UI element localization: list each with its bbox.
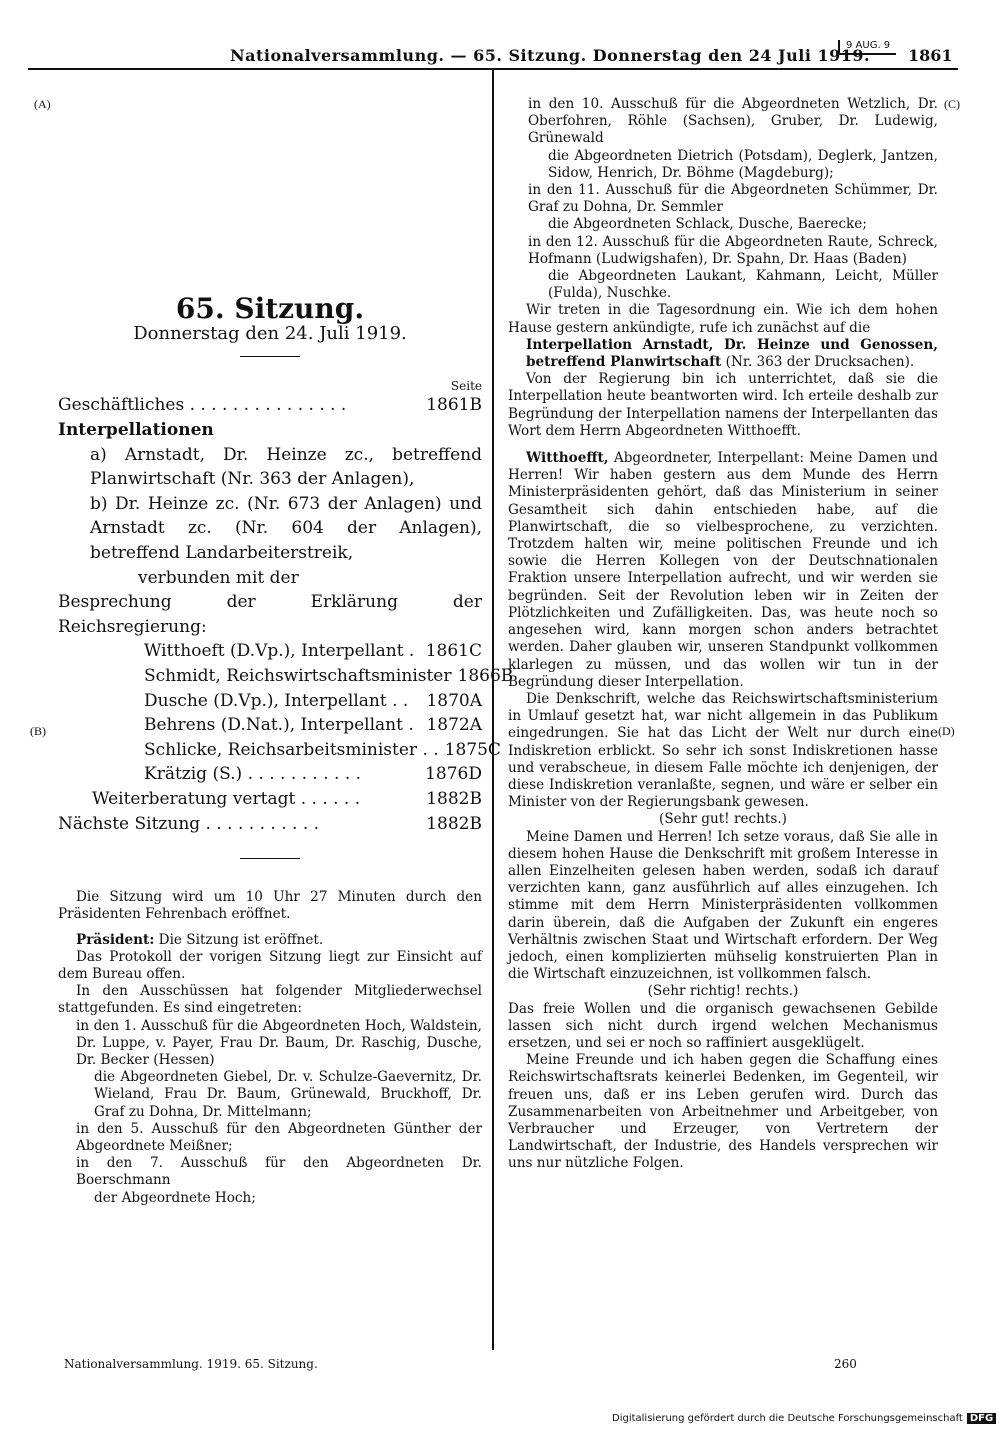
toc-heading: Interpellationen xyxy=(58,420,214,440)
dfg-logo: DFG xyxy=(967,1413,996,1424)
toc-page: 1872A xyxy=(426,715,482,736)
toc-row: b) Dr. Heinze zc. (Nr. 673 der Anlagen) und Arnstadt zc. (Nr. 604 der Anlagen), betreffend Landarbeiterstreik, xyxy=(90,493,482,563)
interjection: (Sehr gut! rechts.) xyxy=(659,811,787,828)
toc-row xyxy=(58,639,482,664)
column-divider xyxy=(492,70,494,1350)
toc-text: Schmidt, Reichswirtschaftsminister xyxy=(144,665,452,686)
speaker-label: Präsident: xyxy=(76,931,155,948)
table-of-contents xyxy=(58,393,514,836)
page-number: 1861 xyxy=(908,46,953,65)
paragraph: die Abgeordneten Schlack, Dusche, Baerecke; xyxy=(548,216,867,233)
paragraph: in den 11. Ausschuß für die Abgeordneten Schümmer, Dr. Graf zu Dohna, Dr. Semmler xyxy=(528,182,938,216)
left-column xyxy=(58,292,514,1207)
toc-page: 1882B xyxy=(426,813,482,834)
date-stamp: 9 AUG. 9 xyxy=(838,40,896,55)
toc-text: Krätzig (S.) . . . . . . . . . . . xyxy=(144,764,362,785)
paragraph: in den 5. Ausschuß für den Abgeordneten Günther der Abgeordnete Meißner; xyxy=(76,1120,482,1154)
session-date: Donnerstag den 24. Juli 1919. xyxy=(133,323,407,345)
toc-text: Weiterberatung vertagt . . . . . . xyxy=(92,788,361,809)
dfg-credit xyxy=(612,1413,996,1424)
paragraph: Meine Freunde und ich haben gegen die Schaffung eines Reichswirtschaftsrats keinerlei Bedenken, im Gegenteil, wir freuen uns, daß er ins Leben gerufen wird. Durch das Zusammenarbeiten von Arbeitnehmer und Arbeitgeber, von Verbraucher und Erzeuger, von Vertretern der Landwirtschaft, der Industrie, des Handels versprechen wir uns nur nützliche Folgen. xyxy=(508,1052,938,1172)
toc-row xyxy=(58,762,482,787)
toc-page: 1861B xyxy=(426,395,482,416)
toc-page: 1882B xyxy=(426,788,482,809)
toc-row xyxy=(58,689,482,714)
toc-separator xyxy=(240,858,300,859)
toc-row: verbunden mit der xyxy=(138,567,299,588)
paragraph: Wir treten in die Tagesordnung ein. Wie ich dem hohen Hause gestern ankündigte, rufe ich zunächst auf die xyxy=(508,302,938,336)
toc-page: 1866B xyxy=(457,665,514,686)
agenda-item-ref: (Nr. 363 der Drucksachen). xyxy=(725,354,915,371)
speaker-label: Witthoefft, xyxy=(526,450,609,467)
paragraph: Das Protokoll der vorigen Sitzung liegt zur Einsicht auf dem Bureau offen. xyxy=(58,948,482,982)
paragraph: der Abgeordnete Hoch; xyxy=(94,1189,256,1206)
toc-text: Witthoeft (D.Vp.), Interpellant . xyxy=(144,641,415,662)
paragraph: die Abgeordneten Laukant, Kahmann, Leicht, Müller (Fulda), Nuschke. xyxy=(548,268,938,302)
toc-row: a) Arnstadt, Dr. Heinze zc., betreffend Planwirtschaft (Nr. 363 der Anlagen), xyxy=(90,444,482,490)
paragraph: in den 10. Ausschuß für die Abgeordneten Wetzlich, Dr. Oberfohren, Röhle (Sachsen), Gruber, Dr. Ludewig, Grünewald xyxy=(528,96,938,147)
interjection: (Sehr richtig! rechts.) xyxy=(647,983,799,1000)
paragraph: Von der Regierung bin ich unterrichtet, daß sie die Interpellation heute beantworten wird. Ich erteile deshalb zur Begründung der Interpellation namens der Interpellanten das Wort dem Herrn Abgeordneten Witthoefft. xyxy=(508,371,938,439)
toc-text: Schlicke, Reichsarbeitsminister . . xyxy=(144,739,439,760)
title-separator xyxy=(240,356,300,357)
running-header: Nationalversammlung. — 65. Sitzung. Donnerstag den 24 Juli 1919. xyxy=(230,46,871,65)
toc-page: 1875C xyxy=(444,739,501,760)
toc-seite-label: Seite xyxy=(450,379,482,394)
margin-mark-b: (B) xyxy=(30,724,46,738)
footer-page-number: 260 xyxy=(834,1357,857,1371)
toc-row xyxy=(58,664,514,689)
opening-paragraph: Die Sitzung wird um 10 Uhr 27 Minuten durch den Präsidenten Fehrenbach eröffnet. xyxy=(58,889,482,923)
margin-mark-c: (C) xyxy=(944,97,960,111)
right-column xyxy=(508,96,938,1173)
agenda-item-title: Interpellation Arnstadt, Dr. Heinze und Genossen, betreffend Planwirtschaft xyxy=(526,336,938,371)
margin-mark-a: (A) xyxy=(34,97,51,111)
toc-row xyxy=(58,713,482,738)
paragraph: in den 12. Ausschuß für die Abgeordneten Raute, Schreck, Hofmann (Ludwigshafen), Dr. Spahn, Dr. Haas (Baden) xyxy=(528,233,938,267)
toc-page: 1861C xyxy=(425,641,482,662)
toc-row xyxy=(58,738,501,763)
paragraph: die Abgeordneten Giebel, Dr. v. Schulze-Gaevernitz, Dr. Wieland, Frau Dr. Baum, Grünewald, Bruckhoff, Dr. Graf zu Dohna, Dr. Mittelmann; xyxy=(94,1069,482,1120)
paragraph: In den Ausschüssen hat folgender Mitgliederwechsel stattgefunden. Es sind eingetreten: xyxy=(58,983,482,1017)
paragraph: die Abgeordneten Dietrich (Potsdam), Deglerk, Jantzen, Sidow, Henrich, Dr. Böhme (Magdeburg); xyxy=(548,147,938,181)
toc-text: Nächste Sitzung . . . . . . . . . . . xyxy=(58,813,320,834)
toc-row: Besprechung der Erklärung der Reichsregierung: xyxy=(58,592,482,637)
toc-row xyxy=(58,393,482,418)
speech-text: Die Sitzung ist eröffnet. xyxy=(158,931,324,948)
toc-row xyxy=(58,812,482,837)
session-title: 65. Sitzung. xyxy=(175,292,365,325)
margin-mark-d: (D) xyxy=(938,724,955,738)
toc-text: Geschäftliches . . . . . . . . . . . . . . . xyxy=(58,395,347,416)
toc-text: Dusche (D.Vp.), Interpellant . . xyxy=(144,690,409,711)
paragraph: Das freie Wollen und die organisch gewachsenen Gebilde lassen sich nicht durch irgend welchen Mechanismus ersetzen, und sei er noch so raffiniert ausgeklügelt. xyxy=(508,1000,938,1051)
paragraph: Meine Damen und Herren! Ich setze voraus, daß Sie alle in diesem hohen Hause die Denkschrift mit großem Interesse in allen Einzelheiten gelesen haben werden, sodaß ich darauf verzichten kann, ganz ausführlich auf alles einzugehen. Ich stimme mit dem Herrn Ministerpräsidenten vollkommen darin überein, daß die Aufgaben der Zukunft ein engeres Verhältnis zwischen Staat und Wirtschaft erfordern. Der Weg jedoch, einen komplizierten mühselig konstruierten Plan in die Wirtschaft einzuzeichnen, ist vollkommen falsch. xyxy=(508,828,938,983)
speech-text: Abgeordneter, Interpellant: Meine Damen und Herren! Wir haben gestern aus dem Munde des Herrn Ministerpräsidenten gehört, daß das Ministerium in seiner Gesamtheit sich dahin entschieden habe, auf die Planwirtschaft, die so vielbesprochene, zu verzichten. Trotzdem halten wir, meine politischen Freunde und ich sowie die Herren Kollegen von der Deutschnationalen Fraktion unsere Interpellation aufrecht, und wir werden sie begründen. Seit der Revolution leben wir in Zeiten der Plötzlichkeiten und Zufälligkeiten. Das, was heute noch so angesehen wird, kann morgen schon anders betrachtet werden. Daher glauben wir, unseren Standpunkt vollkommen klarlegen zu müssen, und das wollen wir tun in der Begründung dieser Interpellation. xyxy=(508,450,938,690)
toc-text: Behrens (D.Nat.), Interpellant . xyxy=(144,715,414,736)
footer-text: Nationalversammlung. 1919. 65. Sitzung. xyxy=(64,1357,318,1371)
toc-page: 1876D xyxy=(425,764,482,785)
toc-row xyxy=(58,787,482,812)
dfg-credit-text: Digitalisierung gefördert durch die Deutsche Forschungsgemeinschaft xyxy=(612,1413,963,1424)
paragraph: in den 7. Ausschuß für den Abgeordneten Dr. Boerschmann xyxy=(76,1155,482,1189)
toc-page: 1870A xyxy=(426,690,482,711)
paragraph: in den 1. Ausschuß für die Abgeordneten Hoch, Waldstein, Dr. Luppe, v. Payer, Frau Dr. Baum, Dr. Raschig, Dusche, Dr. Becker (Hessen) xyxy=(76,1017,482,1068)
paragraph: Die Denkschrift, welche das Reichswirtschaftsministerium in Umlauf gesetzt hat, war nicht allgemein in das Publikum eingedrungen. Sie hat das Licht der Welt nur durch eine Indiskretion erblickt. So sehr ich sonst Indiskretionen hasse und verabscheue, in diesem Falle möchte ich denjenigen, der diese Indiskretion veranlaßte, segnen, und wäre er selber ein Minister von der Regierungsbank gewesen. xyxy=(508,690,938,811)
